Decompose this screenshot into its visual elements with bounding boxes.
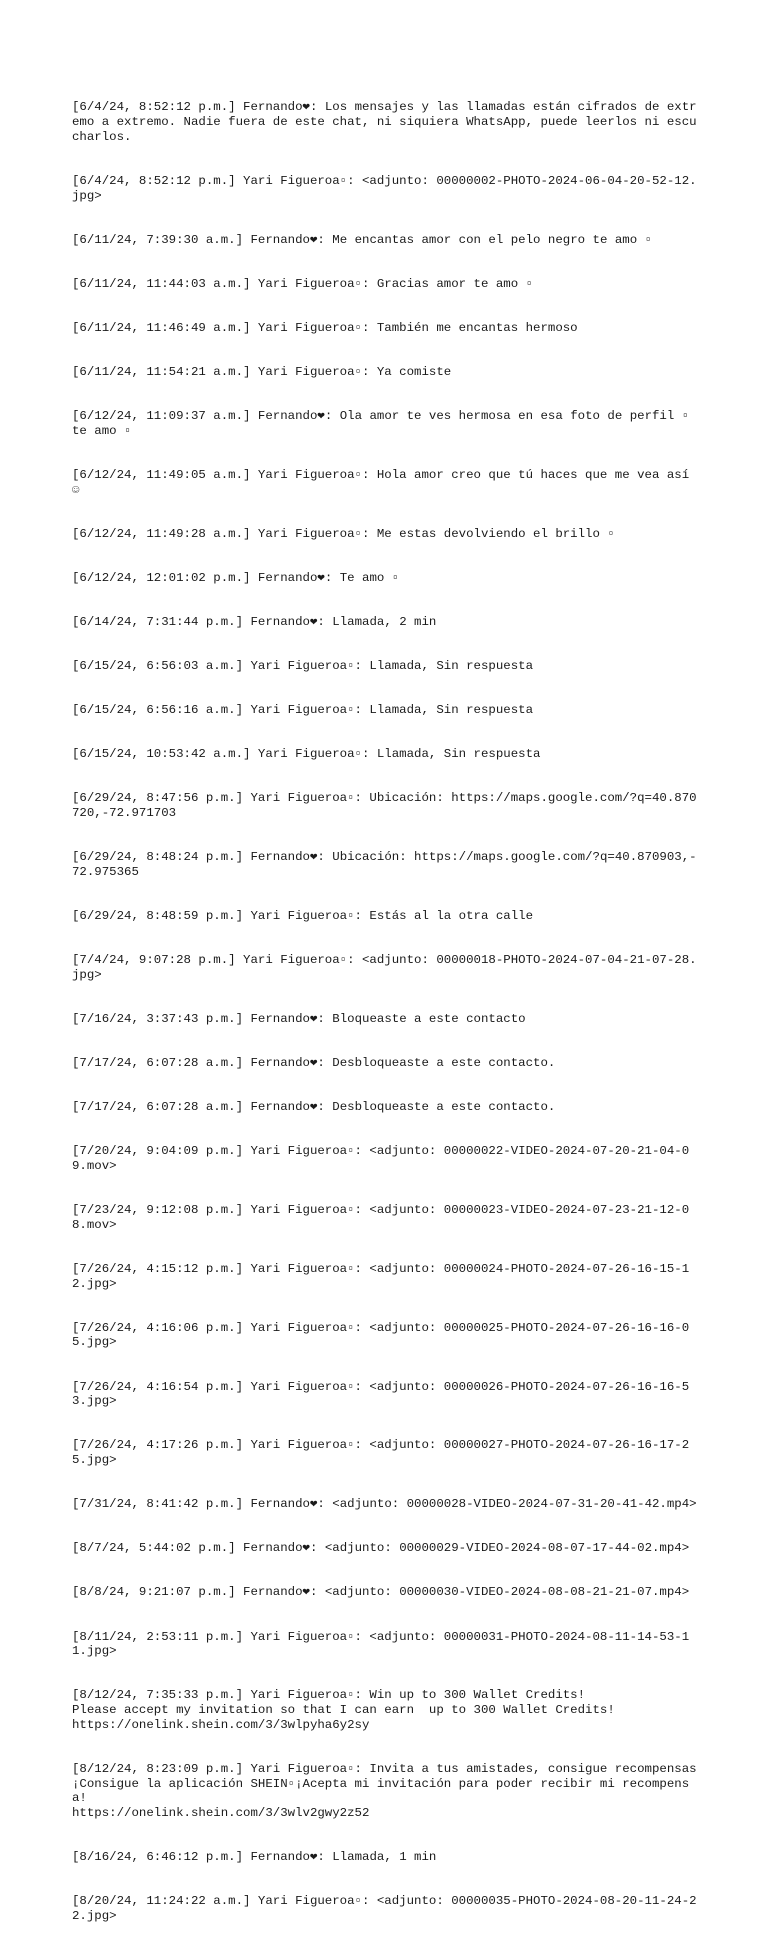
log-line: [7/31/24, 8:41:42 p.m.] Fernando❤: <adjunto: 00000028-VIDEO-2024-07-31-20-41-42.mp4> (72, 1497, 697, 1512)
log-line: [7/23/24, 9:12:08 p.m.] Yari Figueroa▫: <adjunto: 00000023-VIDEO-2024-07-23-21-12-08.mov> (72, 1203, 690, 1232)
log-line: [6/15/24, 10:53:42 a.m.] Yari Figueroa▫: Llamada, Sin respuesta (72, 747, 541, 762)
log-line: [7/26/24, 4:17:26 p.m.] Yari Figueroa▫: <adjunto: 00000027-PHOTO-2024-07-26-16-17-25.jpg> (72, 1438, 690, 1468)
log-line: [8/7/24, 5:44:02 p.m.] Fernando❤: <adjunto: 00000029-VIDEO-2024-08-07-17-44-02.mp4> (72, 1541, 690, 1556)
log-line: [6/4/24, 8:52:12 p.m.] Fernando❤: Los mensajes y las llamadas están cifrados de extremo a extremo. Nadie fuera de este chat, ni siquiera WhatsApp, puede leerlos ni escucharlos. (72, 100, 697, 144)
chat-export-log (72, 71, 700, 1938)
log-line: [7/4/24, 9:07:28 p.m.] Yari Figueroa▫: <adjunto: 00000018-PHOTO-2024-07-04-21-07-28.jpg> (72, 953, 697, 982)
log-line: [8/11/24, 2:53:11 p.m.] Yari Figueroa▫: <adjunto: 00000031-PHOTO-2024-08-11-14-53-11.jpg> (72, 1629, 690, 1659)
log-line: [8/12/24, 7:35:33 p.m.] Yari Figueroa▫: Win up to 300 Wallet Credits! Please accept my invitation so that I can earn up to 300 Wallet Credits! https://onelink.shein.com/3/3wlpyha6y2sy (72, 1688, 615, 1732)
log-line: [7/26/24, 4:15:12 p.m.] Yari Figueroa▫: <adjunto: 00000024-PHOTO-2024-07-26-16-15-12.jpg> (72, 1261, 690, 1291)
log-line: [6/15/24, 6:56:03 a.m.] Yari Figueroa▫: Llamada, Sin respuesta (72, 659, 534, 674)
log-line: [6/29/24, 8:47:56 p.m.] Yari Figueroa▫: Ubicación: https://maps.google.com/?q=40.870720,-72.971703 (72, 791, 697, 821)
log-line: [6/11/24, 11:44:03 a.m.] Yari Figueroa▫: Gracias amor te amo ▫ (72, 276, 534, 291)
log-line: [8/16/24, 6:46:12 p.m.] Fernando❤: Llamada, 1 min (72, 1850, 437, 1865)
log-line: [8/8/24, 9:21:07 p.m.] Fernando❤: <adjunto: 00000030-VIDEO-2024-08-08-21-21-07.mp4> (72, 1585, 690, 1600)
log-line: [6/15/24, 6:56:16 a.m.] Yari Figueroa▫: Llamada, Sin respuesta (72, 703, 534, 718)
log-line: [7/16/24, 3:37:43 p.m.] Fernando❤: Bloqueaste a este contacto (72, 1012, 526, 1026)
log-line: [6/12/24, 12:01:02 p.m.] Fernando❤: Te amo ▫ (72, 570, 400, 585)
log-line: [6/29/24, 8:48:24 p.m.] Fernando❤: Ubicación: https://maps.google.com/?q=40.870903,-72.975365 (72, 850, 697, 879)
log-line: [7/17/24, 6:07:28 a.m.] Fernando❤: Desbloqueaste a este contacto. (72, 1100, 556, 1115)
log-line: [7/26/24, 4:16:54 p.m.] Yari Figueroa▫: <adjunto: 00000026-PHOTO-2024-07-26-16-16-53.jpg> (72, 1379, 690, 1409)
log-line: [7/17/24, 6:07:28 a.m.] Fernando❤: Desbloqueaste a este contacto. (72, 1056, 556, 1071)
log-line: [7/26/24, 4:16:06 p.m.] Yari Figueroa▫: <adjunto: 00000025-PHOTO-2024-07-26-16-16-05.jpg> (72, 1320, 690, 1350)
log-line: [8/20/24, 11:24:22 a.m.] Yari Figueroa▫: <adjunto: 00000035-PHOTO-2024-08-20-11-24-22.jpg> (72, 1894, 697, 1923)
log-line: [6/14/24, 7:31:44 p.m.] Fernando❤: Llamada, 2 min (72, 615, 437, 630)
log-line: [6/12/24, 11:49:05 a.m.] Yari Figueroa▫: Hola amor creo que tú haces que me vea así ☺ (72, 467, 697, 497)
log-line: [6/11/24, 11:54:21 a.m.] Yari Figueroa▫: Ya comiste (72, 365, 452, 380)
log-line: [7/20/24, 9:04:09 p.m.] Yari Figueroa▫: <adjunto: 00000022-VIDEO-2024-07-20-21-04-09.mov> (72, 1144, 690, 1174)
log-line: [6/29/24, 8:48:59 p.m.] Yari Figueroa▫: Estás al la otra calle (72, 909, 534, 924)
log-line: [6/11/24, 7:39:30 a.m.] Fernando❤: Me encantas amor con el pelo negro te amo ▫ (72, 232, 653, 247)
log-line: [6/12/24, 11:49:28 a.m.] Yari Figueroa▫: Me estas devolviendo el brillo ▫ (72, 526, 615, 541)
log-line: [6/11/24, 11:46:49 a.m.] Yari Figueroa▫: También me encantas hermoso (72, 320, 578, 335)
log-line: [6/12/24, 11:09:37 a.m.] Fernando❤: Ola amor te ves hermosa en esa foto de perfil ▫ te amo ▫ (72, 409, 697, 438)
log-line: [6/4/24, 8:52:12 p.m.] Yari Figueroa▫: <adjunto: 00000002-PHOTO-2024-06-04-20-52-12.jpg> (72, 173, 697, 203)
log-line: [8/12/24, 8:23:09 p.m.] Yari Figueroa▫: Invita a tus amistades, consigue recompensas ¡Consigue la aplicación SHEIN▫¡Acepta mi invitación para poder recibir mi recompensa! https://onelink.shein.com/3/3wlv2gwy2z52 (72, 1761, 697, 1820)
